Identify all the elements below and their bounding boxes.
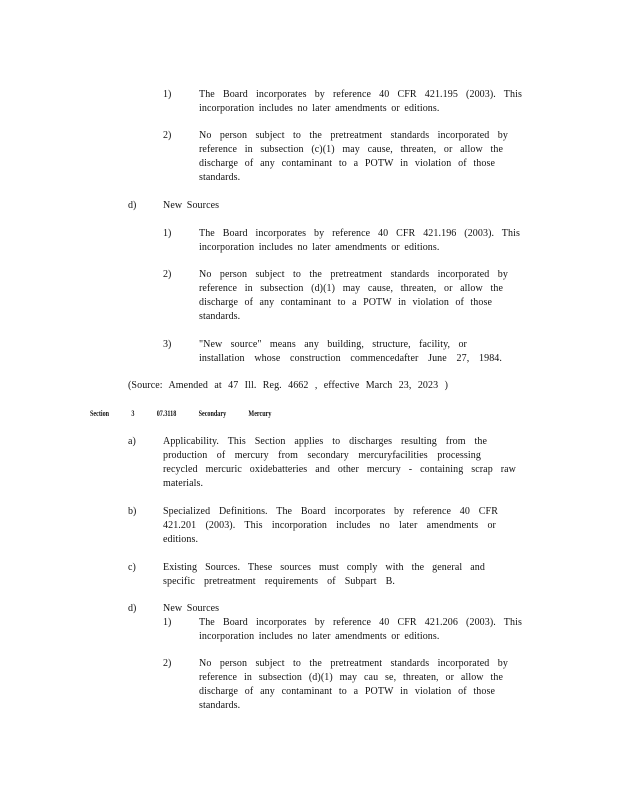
text-line: materials. — [163, 478, 204, 489]
subsection-heading: New Sources — [163, 603, 220, 614]
text-line: editions. — [163, 534, 199, 545]
text-line: The Board incorporates by reference 40 CFR 421.195 (2003). This — [199, 89, 522, 100]
item-marker: 2) — [163, 269, 172, 280]
subsection-marker: b) — [128, 506, 137, 517]
text-line: standards. — [199, 311, 241, 322]
text-line: standards. — [199, 700, 241, 711]
subsection-marker: a) — [128, 436, 136, 447]
text-line: No person subject to the pretreatment standards incorporated by — [199, 269, 508, 280]
text-line: "New source" means any building, structure, facility, or — [199, 339, 467, 350]
text-line: Applicability. This Section applies to discharges resulting from the — [163, 436, 487, 447]
item-marker: 1) — [163, 228, 172, 239]
text-line: Specialized Definitions. The Board incorporates by reference 40 CFR — [163, 506, 498, 517]
text-line: discharge of any contaminant to a POTW in violation of those — [199, 686, 495, 697]
text-line: reference in subsection (c)(1) may cause, threaten, or allow the — [199, 144, 503, 155]
text-line: incorporation includes no later amendments or editions. — [199, 631, 440, 642]
text-line: standards. — [199, 172, 241, 183]
text-line: The Board incorporates by reference 40 CFR 421.196 (2003). This — [199, 228, 520, 239]
subsection-heading: New Sources — [163, 200, 220, 211]
text-line: installation whose construction commencedafter June 27, 1984. — [199, 353, 502, 364]
text-line: reference in subsection (d)(1) may cau se, threaten, or allow the — [199, 672, 503, 683]
text-line: incorporation includes no later amendments or editions. — [199, 103, 440, 114]
text-line: incorporation includes no later amendments or editions. — [199, 242, 440, 253]
text-line: production of mercury from secondary mercuryfacilities processing — [163, 450, 481, 461]
text-line: 421.201 (2003). This incorporation includes no later amendments or — [163, 520, 496, 531]
text-line: specific pretreatment requirements of Subpart B. — [163, 576, 395, 587]
section-heading: Section 3 07.3118 Secondary Mercury — [90, 408, 272, 418]
text-line: reference in subsection (d)(1) may cause, threaten, or allow the — [199, 283, 503, 294]
subsection-marker: d) — [128, 603, 137, 614]
text-line: discharge of any contaminant to a POTW in violation of those — [199, 297, 492, 308]
text-line: No person subject to the pretreatment standards incorporated by — [199, 130, 508, 141]
text-line: The Board incorporates by reference 40 CFR 421.206 (2003). This — [199, 617, 522, 628]
text-line: No person subject to the pretreatment standards incorporated by — [199, 658, 508, 669]
subsection-marker: c) — [128, 562, 136, 573]
item-marker: 2) — [163, 130, 172, 141]
subsection-marker: d) — [128, 200, 137, 211]
text-line: discharge of any contaminant to a POTW in violation of those — [199, 158, 495, 169]
item-marker: 1) — [163, 89, 172, 100]
item-marker: 3) — [163, 339, 172, 350]
text-line: Existing Sources. These sources must comply with the general and — [163, 562, 485, 573]
item-marker: 1) — [163, 617, 172, 628]
text-line: recycled mercuric oxidebatteries and other mercury - containing scrap raw — [163, 464, 516, 475]
item-marker: 2) — [163, 658, 172, 669]
source-note: (Source: Amended at 47 Ill. Reg. 4662 , effective March 23, 2023 ) — [128, 380, 448, 391]
